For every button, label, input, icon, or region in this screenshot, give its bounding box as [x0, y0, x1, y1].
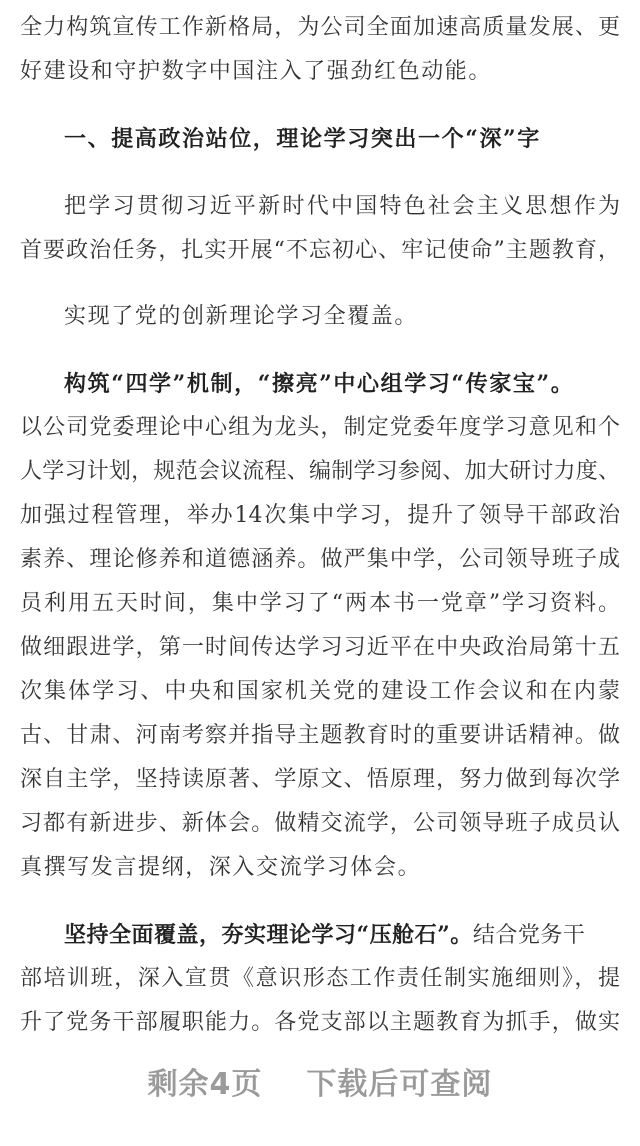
paragraph-line: 人学习计划，规范会议流程、编制学习参阅、加大研讨力度、 — [20, 459, 620, 484]
paragraph-line: 升了党务干部履职能力。各党支部以主题教育为抓手，做实 — [20, 1010, 620, 1035]
download-prompt[interactable] — [0, 1060, 640, 1110]
remaining-pages-label: 剩余4页 — [147, 1067, 263, 1102]
paragraph-line: 做细跟进学，第一时间传达学习习近平在中央政治局第十五 — [20, 635, 620, 660]
paragraph-line: 次集体学习、中央和国家机关党的建设工作会议和在内蒙 — [20, 679, 620, 704]
paragraph-line: 习都有新进步、新体会。做精交流学，公司领导班子成员认 — [20, 811, 620, 836]
paragraph-line: 加强过程管理，举办14次集中学习，提升了领导干部政治 — [20, 503, 620, 528]
paragraph-line: 好建设和守护数字中国注入了强劲红色动能。 — [20, 59, 493, 84]
paragraph-line — [20, 913, 620, 957]
subheading-text: 坚持全面覆盖，夯实理论学习“压舱石”。 — [64, 922, 473, 948]
paragraph-line: 实现了党的创新理论学习全覆盖。 — [64, 304, 419, 329]
paragraph-line: 全力构筑宣传工作新格局，为公司全面加速高质量发展、更 — [20, 15, 620, 40]
paragraph-line: 员利用五天时间，集中学习了“两本书一党章”学习资料。 — [20, 591, 620, 616]
paragraph-line: 把学习贯彻习近平新时代中国特色社会主义思想作为 — [64, 194, 620, 219]
paragraph-line: 深自主学，坚持读原著、学原文、悟原理，努力做到每次学 — [20, 767, 620, 792]
paragraph-line: 古、甘肃、河南考察并指导主题教育时的重要讲话精神。做 — [20, 723, 620, 748]
paragraph-line: 素养、理论修养和道德涵养。做严集中学，公司领导班子成 — [20, 547, 620, 572]
paragraph-line: 以公司党委理论中心组为龙头，制定党委年度学习意见和个 — [20, 415, 620, 440]
paragraph-line: 首要政治任务，扎实开展“不忘初心、牢记使命”主题教育， — [20, 238, 620, 263]
paragraph-text: 结合党务干 — [472, 923, 586, 948]
section-heading: 一、提高政治站位，理论学习突出一个“深”字 — [64, 126, 541, 152]
paragraph-line: 部培训班，深入宣贯《意识形态工作责任制实施细则》，提 — [20, 966, 620, 991]
download-to-view-label: 下载后可查阅 — [306, 1067, 493, 1102]
paragraph-line: 真撰写发言提纲，深入交流学习体会。 — [20, 855, 422, 880]
subheading-line: 构筑“四学”机制，“擦亮”中心组学习“传家宝”。 — [64, 371, 575, 397]
